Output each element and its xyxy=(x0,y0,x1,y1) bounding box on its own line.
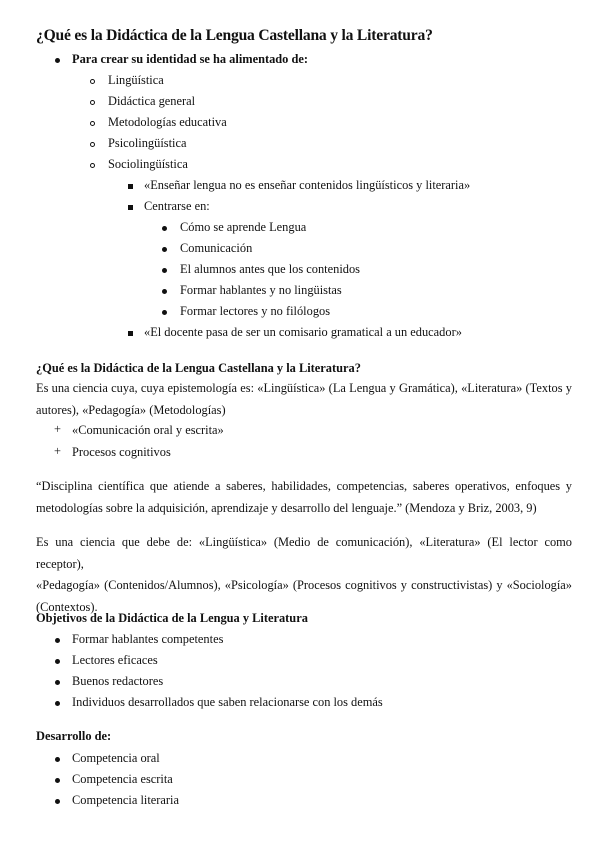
paragraph-line: (Contextos). xyxy=(36,599,98,614)
bullet-icon xyxy=(162,310,167,315)
list-item: Competencia oral xyxy=(72,751,160,765)
list-item: Buenos redactores xyxy=(72,674,164,688)
list-item: Cómo se aprende Lengua xyxy=(180,220,307,234)
bullet-icon xyxy=(55,58,60,63)
bullet-icon xyxy=(55,757,60,762)
bullet-icon xyxy=(55,680,60,685)
square-bullet-icon xyxy=(128,331,133,336)
bullet-icon xyxy=(55,659,60,664)
paragraph-line: metodologías sobre la adquisición, aprendizaje y desarrollo del lenguaje.” (Mendoza y Briz, 2003, 9) xyxy=(36,500,537,515)
ring-bullet-icon xyxy=(90,100,95,105)
paragraph xyxy=(36,532,572,618)
quote-paragraph xyxy=(36,476,572,519)
list-item: El alumnos antes que los contenidos xyxy=(180,262,360,276)
square-bullet-icon xyxy=(128,184,133,189)
bullet-icon xyxy=(162,226,167,231)
bullet-icon xyxy=(162,268,167,273)
list-item: Individuos desarrollados que saben relacionarse con los demás xyxy=(72,695,383,709)
list-item: Lingüística xyxy=(108,73,164,87)
list-item: Lectores eficaces xyxy=(72,653,158,667)
list-item: Sociolingüística xyxy=(108,157,188,171)
ring-bullet-icon xyxy=(90,163,95,168)
list-item: «El docente pasa de ser un comisario gramatical a un educador» xyxy=(144,325,462,339)
bullet-icon xyxy=(55,638,60,643)
plus-bullet-icon: + xyxy=(54,444,61,458)
paragraph xyxy=(36,378,572,421)
paragraph-line: Es una ciencia que debe de: «Lingüística» (Medio de comunicación), «Literatura» (El lector como receptor), xyxy=(36,535,572,571)
ring-bullet-icon xyxy=(90,121,95,126)
bullet-icon xyxy=(162,289,167,294)
list-item: Psicolingüística xyxy=(108,136,187,150)
list-item: «Enseñar lengua no es enseñar contenidos lingüísticos y literaria» xyxy=(144,178,471,192)
section-heading: Objetivos de la Didáctica de la Lengua y Literatura xyxy=(36,611,308,625)
square-bullet-icon xyxy=(128,205,133,210)
list-item: Competencia escrita xyxy=(72,772,173,786)
list-item: Metodologías educativa xyxy=(108,115,227,129)
paragraph-line: “Disciplina científica que atiende a saberes, habilidades, competencias, saberes operativos, enfoques y xyxy=(36,479,572,493)
list-item: Formar hablantes competentes xyxy=(72,632,224,646)
bullet-icon xyxy=(55,701,60,706)
ring-bullet-icon xyxy=(90,142,95,147)
list-item: Comunicación xyxy=(180,241,253,255)
bullet-icon xyxy=(55,799,60,804)
section-heading: Desarrollo de: xyxy=(36,729,112,743)
paragraph-line: autores), «Pedagogía» (Metodologías) xyxy=(36,402,226,417)
list-item: Procesos cognitivos xyxy=(72,445,171,459)
list-item: Formar lectores y no filólogos xyxy=(180,304,331,318)
plus-bullet-icon: + xyxy=(54,422,61,436)
ring-bullet-icon xyxy=(90,79,95,84)
paragraph-line: «Pedagogía» (Contenidos/Alumnos), «Psicología» (Procesos cognitivos y constructivistas) y «Sociología» xyxy=(36,578,572,592)
bullet-icon xyxy=(162,247,167,252)
list-item: Formar hablantes y no lingüistas xyxy=(180,283,342,297)
list-item: «Comunicación oral y escrita» xyxy=(72,423,224,437)
paragraph-line: Es una ciencia cuya, cuya epistemología es: «Lingüística» (La Lengua y Gramática), «Literatura» (Textos y xyxy=(36,381,572,395)
page-title: ¿Qué es la Didáctica de la Lengua Castellana y la Literatura? xyxy=(36,27,433,44)
list-item: Didáctica general xyxy=(108,94,196,108)
identity-heading: Para crear su identidad se ha alimentado de: xyxy=(72,52,308,66)
list-item: Competencia literaria xyxy=(72,793,179,807)
section-heading: ¿Qué es la Didáctica de la Lengua Castellana y la Literatura? xyxy=(36,361,361,375)
list-item: Centrarse en: xyxy=(144,199,210,213)
bullet-icon xyxy=(55,778,60,783)
